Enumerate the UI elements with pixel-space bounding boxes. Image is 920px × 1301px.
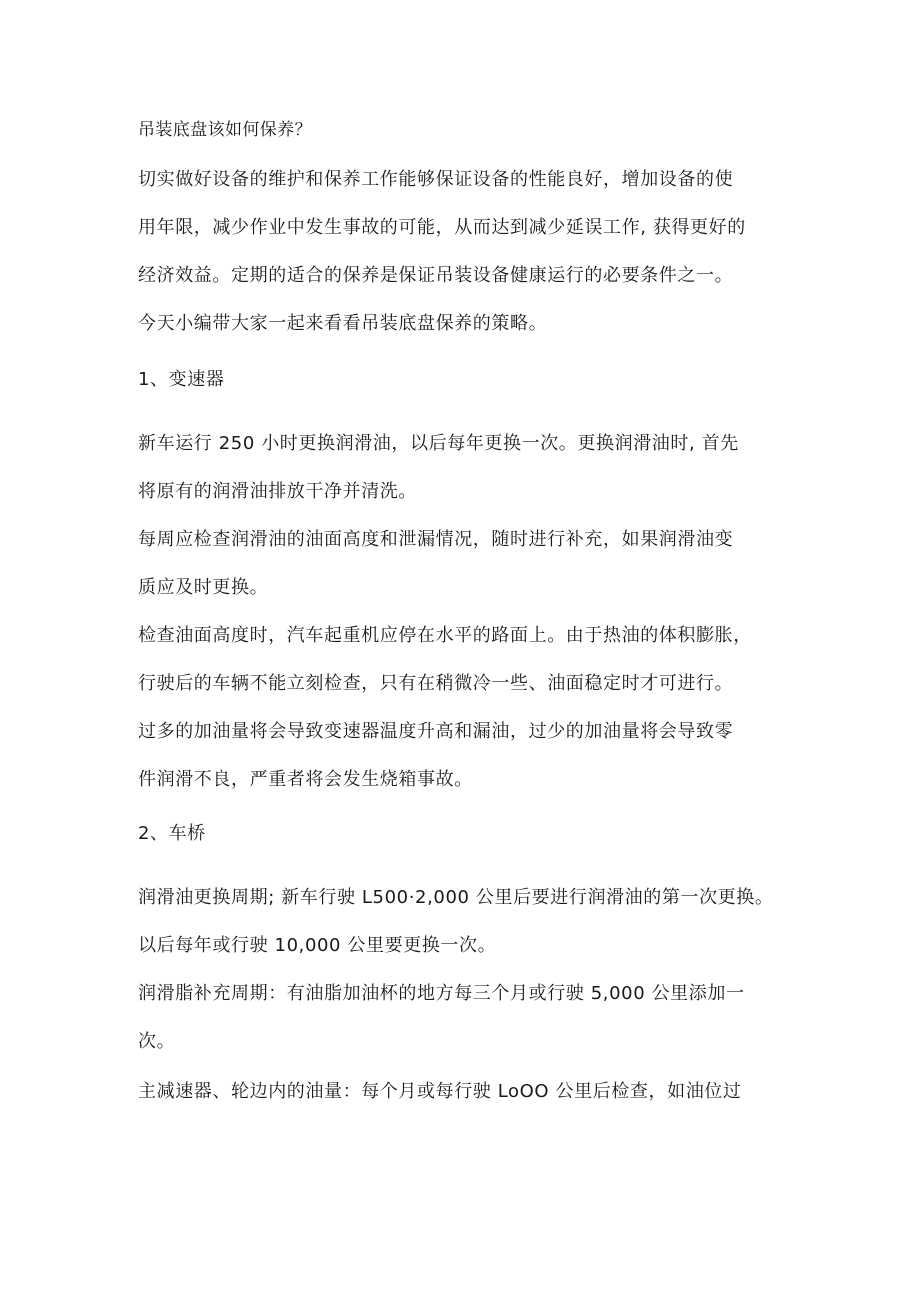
paragraph-line: 主减速器、轮边内的油量：每个月或每行驶 LoOO 公里后检查，如油位过 <box>138 1081 742 1102</box>
intro-line: 今天小编带大家一起来看看吊装底盘保养的策略。 <box>138 313 548 334</box>
paragraph-line: 新车运行 250 小时更换润滑油，以后每年更换一次。更换润滑油时, 首先 <box>138 433 739 454</box>
intro-line: 用年限，减少作业中发生事故的可能，从而达到减少延误工作, 获得更好的 <box>138 217 746 238</box>
paragraph-line: 润滑脂补充周期：有油脂加油杯的地方每三个月或行驶 5,000 公里添加一 <box>138 983 745 1004</box>
paragraph-line: 以后每年或行驶 10,000 公里要更换一次。 <box>138 935 497 956</box>
paragraph-line: 次。 <box>138 1031 176 1052</box>
paragraph-line: 件润滑不良，严重者将会发生烧箱事故。 <box>138 769 473 790</box>
section-heading-axle: 2、车桥 <box>138 823 206 844</box>
paragraph-line: 润滑油更换周期; 新车行驶 L500·2,000 公里后要进行润滑油的第一次更换。 <box>138 887 774 908</box>
paragraph-line: 质应及时更换。 <box>138 577 269 598</box>
document-title: 吊装底盘该如何保养？ <box>138 120 312 140</box>
paragraph-line: 过多的加油量将会导致变速器温度升高和漏油，过少的加油量将会导致零 <box>138 721 734 742</box>
intro-line: 经济效益。定期的适合的保养是保证吊装设备健康运行的必要条件之一。 <box>138 265 734 286</box>
paragraph-line: 每周应检查润滑油的油面高度和泄漏情况，随时进行补充，如果润滑油变 <box>138 529 734 550</box>
intro-line: 切实做好设备的维护和保养工作能够保证设备的性能良好，增加设备的使 <box>138 169 734 190</box>
paragraph-line: 将原有的润滑油排放干净并清洗。 <box>138 481 417 502</box>
section-heading-transmission: 1、变速器 <box>138 369 225 390</box>
paragraph-line: 行驶后的车辆不能立刻检查，只有在稍微冷一些、油面稳定时才可进行。 <box>138 673 734 694</box>
paragraph-line: 检查油面高度时，汽车起重机应停在水平的路面上。由于热油的体积膨胀， <box>138 625 752 646</box>
